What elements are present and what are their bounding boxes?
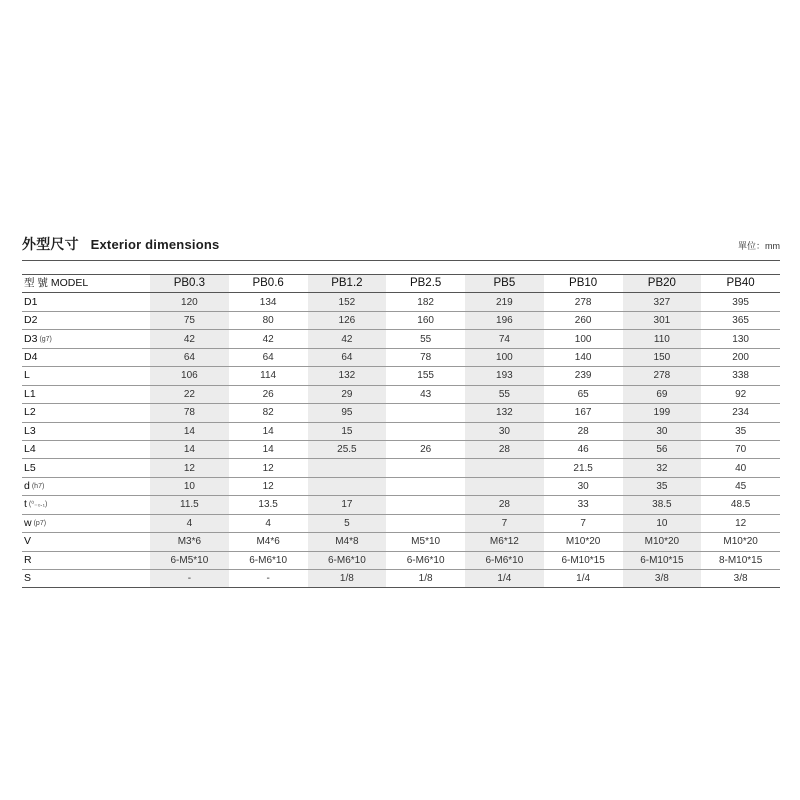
value-cell: 338 [701,367,780,385]
model-header: PB1.2 [308,275,387,293]
value-cell: 40 [701,459,780,477]
value-cell: 74 [465,330,544,348]
value-cell: 55 [465,385,544,403]
value-cell: 70 [701,440,780,458]
value-cell: 12 [701,514,780,532]
table-row [22,440,780,458]
value-cell: 14 [229,422,308,440]
value-cell: - [150,570,229,588]
table-row [22,496,780,514]
value-cell: 200 [701,348,780,366]
value-cell: 15 [308,422,387,440]
value-cell: 301 [623,311,702,329]
row-label-cell [22,422,150,440]
table-row [22,330,780,348]
value-cell: 6-M6*10 [465,551,544,569]
value-cell: 114 [229,367,308,385]
table-row [22,459,780,477]
section-title-english: Exterior dimensions [90,237,220,252]
model-header: PB10 [544,275,623,293]
row-label: D2 [24,314,38,327]
row-label-cell [22,551,150,569]
table-row [22,367,780,385]
row-label-cell [22,293,150,311]
row-label: d [24,480,30,493]
model-header: PB0.6 [229,275,308,293]
value-cell: 150 [623,348,702,366]
value-cell: 134 [229,293,308,311]
value-cell: 120 [150,293,229,311]
value-cell: - [229,570,308,588]
value-cell: 1/4 [544,570,623,588]
value-cell: 13.5 [229,496,308,514]
value-cell: 95 [308,404,387,422]
value-cell: 28 [465,440,544,458]
section-title [22,234,219,254]
table-row [22,385,780,403]
row-label: L1 [24,387,36,400]
value-cell: 5 [308,514,387,532]
value-cell: 33 [544,496,623,514]
value-cell: 130 [701,330,780,348]
value-cell: 43 [386,385,465,403]
value-cell: 22 [150,385,229,403]
value-cell: 126 [308,311,387,329]
value-cell: 278 [544,293,623,311]
value-cell: 395 [701,293,780,311]
row-label: S [24,572,32,585]
row-label: R [24,553,32,566]
value-cell: 35 [623,477,702,495]
value-cell: 219 [465,293,544,311]
value-cell: 14 [150,422,229,440]
value-cell: 64 [229,348,308,366]
row-label-cell [22,533,150,551]
row-label: L4 [24,443,36,456]
heading-row [22,232,780,254]
value-cell: 14 [229,440,308,458]
value-cell: M4*8 [308,533,387,551]
value-cell [386,496,465,514]
value-cell: 55 [386,330,465,348]
value-cell: 26 [229,385,308,403]
value-cell: 17 [308,496,387,514]
row-label-cell [22,348,150,366]
value-cell: 10 [150,477,229,495]
value-cell: 28 [544,422,623,440]
value-cell: 8-M10*15 [701,551,780,569]
section-title-chinese: 外型尺寸 [22,236,79,252]
value-cell: 7 [465,514,544,532]
row-label-cell [22,385,150,403]
exterior-dimensions-sheet [22,232,780,588]
table-row [22,551,780,569]
value-cell: M6*12 [465,533,544,551]
table-row [22,514,780,532]
row-label-cell [22,477,150,495]
table-row [22,422,780,440]
value-cell: 1/8 [386,570,465,588]
row-label: L2 [24,406,36,419]
value-cell: 30 [465,422,544,440]
value-cell: M10*20 [701,533,780,551]
value-cell [308,459,387,477]
value-cell: 82 [229,404,308,422]
value-cell: 38.5 [623,496,702,514]
value-cell: 239 [544,367,623,385]
row-label-tolerance: (g7) [39,335,52,343]
row-label-cell [22,496,150,514]
value-cell: 140 [544,348,623,366]
row-label: V [24,535,32,548]
value-cell: 6-M10*15 [623,551,702,569]
value-cell: 92 [701,385,780,403]
value-cell: 152 [308,293,387,311]
value-cell: 1/4 [465,570,544,588]
value-cell: 100 [544,330,623,348]
table-body [22,293,780,588]
value-cell: 48.5 [701,496,780,514]
value-cell [386,514,465,532]
row-label-cell [22,367,150,385]
value-cell: 6-M6*10 [308,551,387,569]
dimensions-table [22,274,780,588]
header-row [22,275,780,293]
model-header: PB2.5 [386,275,465,293]
value-cell: 42 [150,330,229,348]
row-label-tolerance: (p7) [33,519,47,527]
value-cell: 35 [701,422,780,440]
value-cell: 132 [308,367,387,385]
table-row [22,311,780,329]
value-cell: 365 [701,311,780,329]
value-cell: 260 [544,311,623,329]
value-cell: 10 [623,514,702,532]
row-label-tolerance: (h7) [31,483,45,491]
row-label: D3 [24,332,38,345]
row-label: L5 [24,461,36,474]
value-cell: 196 [465,311,544,329]
value-cell: 11.5 [150,496,229,514]
value-cell: 3/8 [701,570,780,588]
value-cell: 80 [229,311,308,329]
row-label: w [24,516,32,529]
value-cell: 45 [701,477,780,495]
value-cell: 6-M10*15 [544,551,623,569]
value-cell: 234 [701,404,780,422]
value-cell: 155 [386,367,465,385]
model-header-label: 型 號 MODEL [22,275,150,293]
value-cell [465,477,544,495]
table-row [22,404,780,422]
row-label-cell [22,404,150,422]
value-cell: 3/8 [623,570,702,588]
row-label-cell [22,570,150,588]
table-row [22,477,780,495]
value-cell [386,404,465,422]
model-header: PB20 [623,275,702,293]
value-cell: 56 [623,440,702,458]
row-label: D4 [24,350,38,363]
value-cell: M3*6 [150,533,229,551]
value-cell: 278 [623,367,702,385]
value-cell: 12 [150,459,229,477]
model-header: PB40 [701,275,780,293]
row-label-cell [22,459,150,477]
value-cell: 106 [150,367,229,385]
value-cell: 26 [386,440,465,458]
value-cell: 64 [150,348,229,366]
value-cell: 21.5 [544,459,623,477]
row-label: t [24,498,27,511]
value-cell: 4 [229,514,308,532]
value-cell [386,477,465,495]
rule-spacer [22,261,780,274]
value-cell [308,477,387,495]
value-cell: 100 [465,348,544,366]
value-cell: 78 [150,404,229,422]
value-cell: 69 [623,385,702,403]
value-cell: 1/8 [308,570,387,588]
value-cell: 75 [150,311,229,329]
value-cell: 327 [623,293,702,311]
value-cell: M4*6 [229,533,308,551]
row-label-cell [22,311,150,329]
table-row [22,533,780,551]
value-cell: 110 [623,330,702,348]
value-cell: 28 [465,496,544,514]
value-cell: 65 [544,385,623,403]
value-cell: 167 [544,404,623,422]
value-cell: M5*10 [386,533,465,551]
row-label: L3 [24,424,36,437]
value-cell: 64 [308,348,387,366]
value-cell: 32 [623,459,702,477]
row-label-cell [22,514,150,532]
row-label-tolerance: (⁰₋₀.₁) [28,501,48,509]
value-cell: 12 [229,459,308,477]
value-cell: 42 [229,330,308,348]
value-cell: 132 [465,404,544,422]
row-label-cell [22,330,150,348]
row-label: L [24,369,30,382]
value-cell: 25.5 [308,440,387,458]
value-cell: 14 [150,440,229,458]
value-cell: 12 [229,477,308,495]
value-cell: 30 [623,422,702,440]
value-cell: M10*20 [544,533,623,551]
value-cell: 7 [544,514,623,532]
value-cell: 29 [308,385,387,403]
value-cell: 199 [623,404,702,422]
value-cell: 193 [465,367,544,385]
unit-label: 單位：mm [738,241,780,251]
model-header: PB0.3 [150,275,229,293]
value-cell: 42 [308,330,387,348]
table-row [22,570,780,588]
value-cell [465,459,544,477]
value-cell: 160 [386,311,465,329]
value-cell: 6-M5*10 [150,551,229,569]
value-cell [386,459,465,477]
value-cell: M10*20 [623,533,702,551]
value-cell: 6-M6*10 [229,551,308,569]
model-header: PB5 [465,275,544,293]
value-cell: 30 [544,477,623,495]
value-cell: 6-M6*10 [386,551,465,569]
value-cell: 4 [150,514,229,532]
table-row [22,348,780,366]
row-label-cell [22,440,150,458]
row-label: D1 [24,295,38,308]
value-cell: 78 [386,348,465,366]
value-cell: 182 [386,293,465,311]
value-cell [386,422,465,440]
value-cell: 46 [544,440,623,458]
table-row [22,293,780,311]
